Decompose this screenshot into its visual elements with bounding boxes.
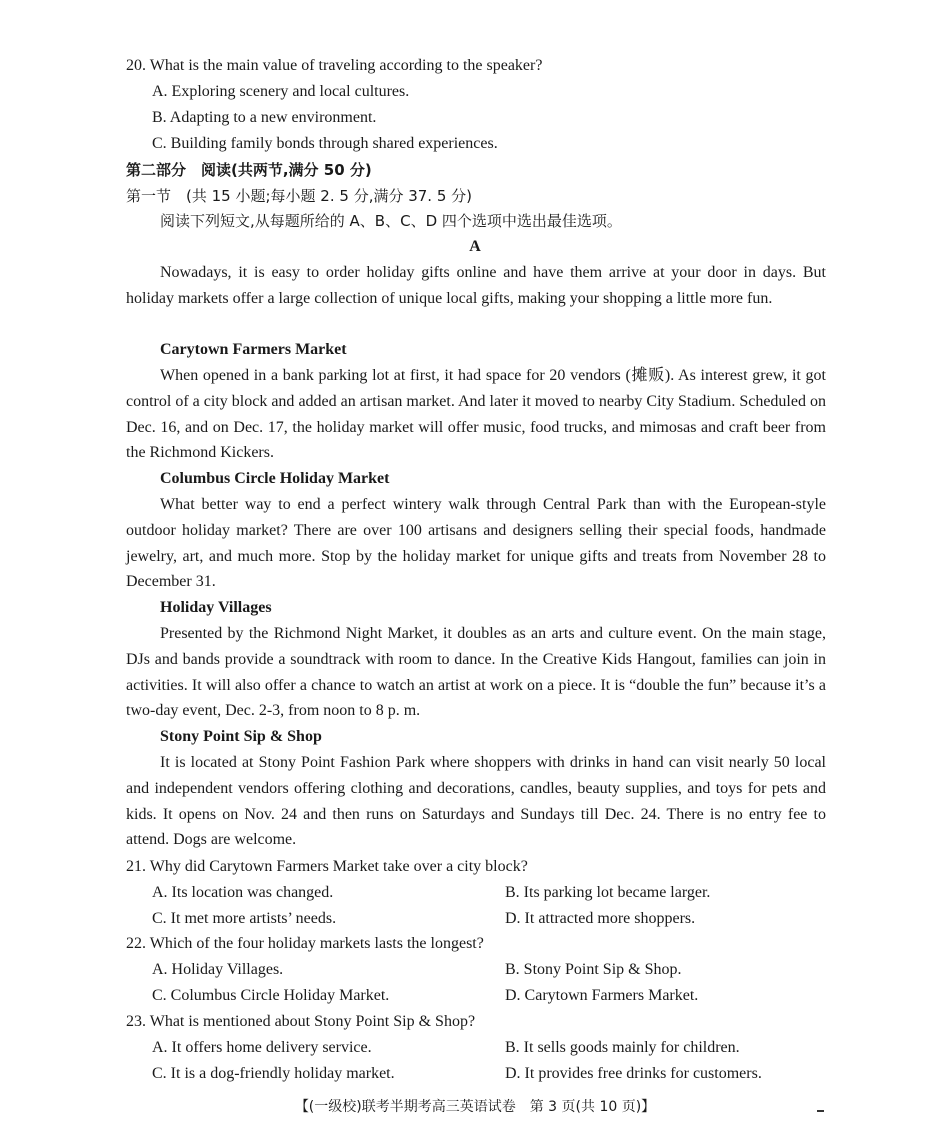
market-text-carytown: When opened in a bank parking lot at first, it had space for 20 vendors (摊贩). As interest grew, it got control of a city block and added an artisan market. And later it moved to nearby City Stadium. Scheduled on Dec. 16, and on Dec. 17, the holiday market will offer music, food trucks, and mimosas and craft beer from the Richmond Kickers. <box>126 367 826 462</box>
q20-option-b: B. Adapting to a new environment. <box>152 109 377 126</box>
market-text-stony-point: It is located at Stony Point Fashion Park where shoppers with drinks in hand can visit nearly 50 local and independent vendors offering clothing and decorations, candles, beauty supplies, and toys for pets and kids. It opens on Nov. 24 and then runs on Saturdays and Sundays till Dec. 24. There is no entry fee to attend. Dogs are welcome. <box>126 754 826 849</box>
market-text-villages: Presented by the Richmond Night Market, it doubles as an arts and culture event. On the main stage, DJs and bands provide a soundtrack with room to dance. In the Creative Kids Hangout, families can join in activities. It will also offer a chance to watch an artist at work on a piece. It is “double the fun” because it’s a two-day event, Dec. 2-3, from noon to 8 p. m. <box>126 625 826 720</box>
market-heading-columbus: Columbus Circle Holiday Market <box>160 470 390 487</box>
q21-option-d: D. It attracted more shoppers. <box>505 910 696 927</box>
q22-option-c: C. Columbus Circle Holiday Market. <box>152 987 390 1004</box>
market-heading-stony-point: Stony Point Sip & Shop <box>160 728 322 745</box>
section1-title: 第一节 (共 15 小题;每小题 2. 5 分,满分 37. 5 分) <box>126 187 473 205</box>
q21-option-a: A. Its location was changed. <box>152 884 334 901</box>
q20-stem: 20. What is the main value of traveling according to the speaker? <box>126 57 543 74</box>
market-heading-carytown: Carytown Farmers Market <box>160 341 347 358</box>
q23-stem: 23. What is mentioned about Stony Point Sip & Shop? <box>126 1013 476 1030</box>
part2-title: 第二部分 阅读(共两节,满分 50 分) <box>126 161 372 179</box>
q23-option-c: C. It is a dog-friendly holiday market. <box>152 1065 395 1082</box>
q20-option-a: A. Exploring scenery and local cultures. <box>152 83 410 100</box>
q23-option-a: A. It offers home delivery service. <box>152 1039 372 1056</box>
passage-letter: A <box>469 238 481 255</box>
q23-option-b: B. It sells goods mainly for children. <box>505 1039 740 1056</box>
market-heading-villages: Holiday Villages <box>160 599 272 616</box>
q22-stem: 22. Which of the four holiday markets lasts the longest? <box>126 935 484 952</box>
q21-option-c: C. It met more artists’ needs. <box>152 910 337 927</box>
q20-option-c: C. Building family bonds through shared experiences. <box>152 135 498 152</box>
q22-option-d: D. Carytown Farmers Market. <box>505 987 699 1004</box>
q23-option-d: D. It provides free drinks for customers. <box>505 1065 762 1082</box>
page-corner-mark <box>817 1110 824 1112</box>
q22-option-b: B. Stony Point Sip & Shop. <box>505 961 682 978</box>
reading-instruction: 阅读下列短文,从每题所给的 A、B、C、D 四个选项中选出最佳选项。 <box>160 212 622 230</box>
q21-stem: 21. Why did Carytown Farmers Market take over a city block? <box>126 858 528 875</box>
q21-option-b: B. Its parking lot became larger. <box>505 884 711 901</box>
market-text-columbus: What better way to end a perfect wintery walk through Central Park than with the European-style outdoor holiday market? There are over 100 artisans and designers selling their special foods, handmade jewelry, art, and much more. Stop by the holiday market for unique gifts and treats from November 28 to December 31. <box>126 496 826 591</box>
passage-intro: Nowadays, it is easy to order holiday gifts online and have them arrive at your door in days. But holiday markets offer a large collection of unique local gifts, making your shopping a little more fun. <box>126 264 826 307</box>
q22-option-a: A. Holiday Villages. <box>152 961 284 978</box>
page-footer: 【(一级校)联考半期考高三英语试卷 第 3 页(共 10 页)】 <box>294 1099 656 1115</box>
